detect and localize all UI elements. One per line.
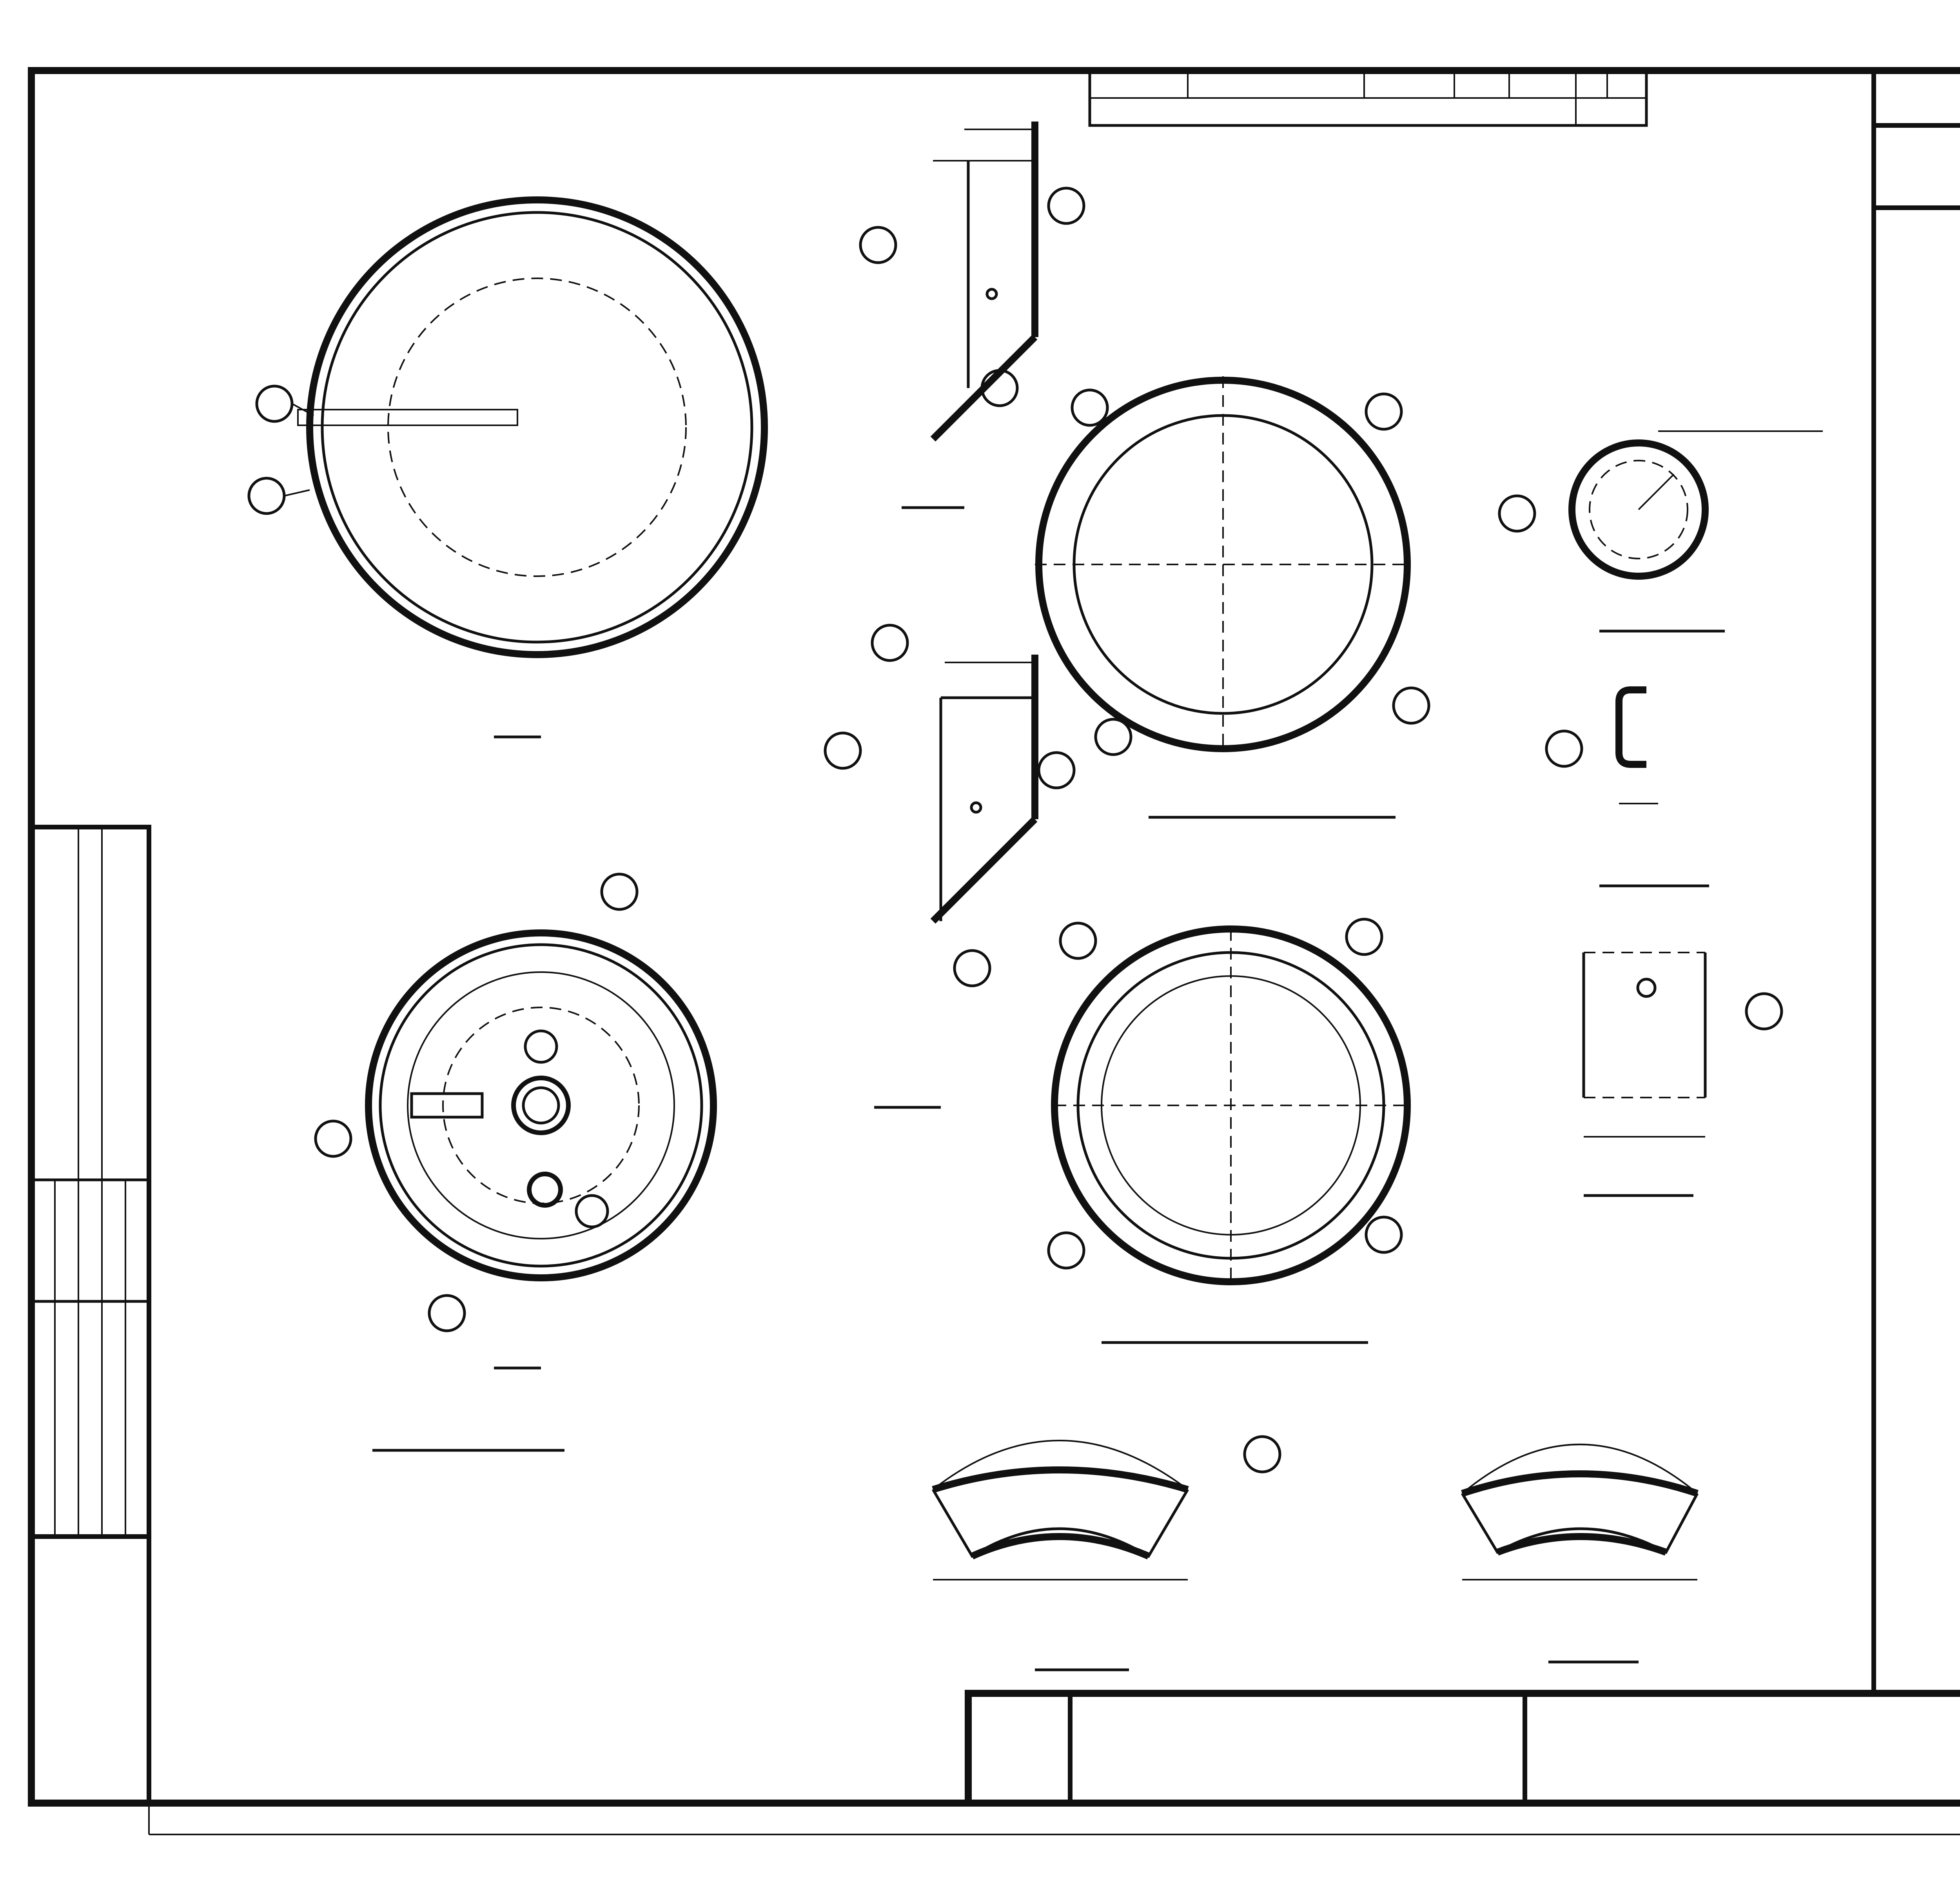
- callout-21a: [429, 1295, 465, 1331]
- pos-44: [1584, 953, 1782, 1196]
- top-table: [1090, 71, 1646, 125]
- title-block: [968, 1693, 1960, 1803]
- pos-21: [933, 1437, 1280, 1670]
- callout-42: [249, 478, 284, 513]
- pos-23: [1462, 1444, 1697, 1662]
- callout-47: [525, 1031, 557, 1062]
- callout-4b: [955, 951, 990, 986]
- spec-table: [1874, 71, 1960, 1693]
- section-4-4: [316, 874, 713, 1368]
- section-3-3: [249, 200, 764, 737]
- callout-27b: [316, 1121, 351, 1156]
- callout-1a: [1049, 188, 1084, 223]
- callout-37: [825, 733, 860, 768]
- section-b-b: [825, 625, 1074, 1107]
- callout-1b: [1039, 753, 1074, 788]
- callout-36: [860, 227, 896, 263]
- pos-42: [1546, 690, 1709, 886]
- callout-38: [872, 625, 907, 660]
- callout-27: [257, 386, 292, 421]
- section-a-a: [860, 122, 1084, 508]
- callout-48: [576, 1196, 608, 1227]
- callout-24: [602, 874, 637, 909]
- layout-pos-21: [1035, 376, 1429, 817]
- left-stamp: [31, 827, 149, 1803]
- layout-pos-23: [1049, 919, 1407, 1343]
- pos-43: [1499, 431, 1823, 631]
